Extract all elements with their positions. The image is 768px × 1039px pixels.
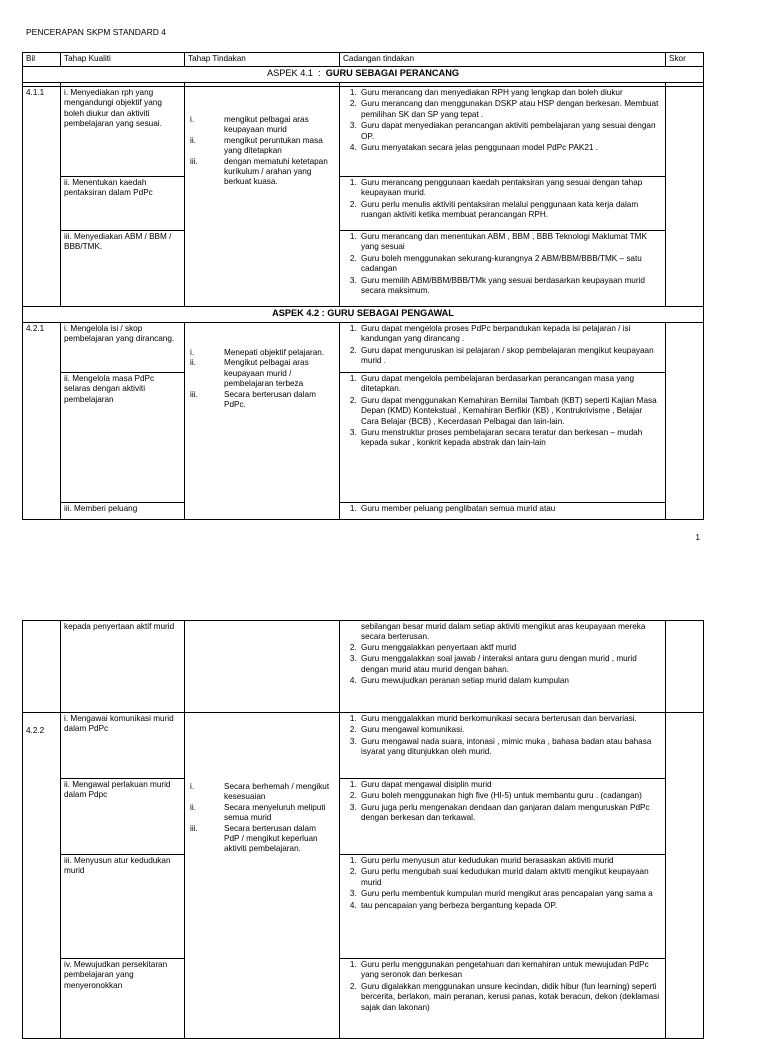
page-number: 1 [695, 533, 700, 542]
tindakan-item: i. Menepati objektif pelajaran. [190, 348, 325, 357]
tindakan-cell [185, 87, 340, 307]
table-row [23, 959, 704, 1039]
table-row [23, 177, 704, 231]
list-item: 3. Guru dapat menyediakan perancangan aktiviti pembelajaran yang sesuai dengan OP. [359, 121, 662, 142]
list-item: 1. Guru dapat mengawal disiplin murid [359, 780, 662, 790]
list-item: 4. Guru menyatakan secara jelas penggunaan model PdPc PAK21 . [359, 143, 662, 153]
cadangan-list [343, 780, 662, 824]
cadangan-cell [340, 503, 666, 520]
aspect-prefix: ASPEK 4.1 : [267, 68, 326, 78]
document-title: PENCERAPAN SKPM STANDARD 4 [26, 27, 166, 37]
table-row [23, 779, 704, 855]
kualiti-cell: iv. Mewujudkan persekitaran pembelajaran yang menyeronokkan [61, 959, 185, 1039]
table-row [23, 231, 704, 307]
tindakan-cell [185, 323, 340, 520]
kualiti-cell: ii. Menentukan kaedah pentaksiran dalam PdPc [61, 177, 185, 231]
kualiti-cell: iii. Menyediakan ABM / BBM / BBB/TMK. [61, 231, 185, 307]
list-item: 2. Guru mengawal komunikasi. [359, 725, 662, 735]
tindakan-item: ii. Secara menyeluruh meliputi semua murid [190, 802, 326, 823]
kualiti-cell: i. Menyediakan rph yang mengandungi objektif yang boleh diukur dan aktiviti pembelajaran yang sesuai. [61, 87, 185, 177]
aspect-row [23, 307, 704, 323]
tindakan-item: iii. Secara berterusan dalam PdP / mengikut keperluan aktiviti pembelajaran. [190, 823, 318, 854]
skor-cell[interactable] [666, 713, 704, 1039]
bil-cell: 4.2.1 [23, 323, 61, 520]
header-tahap-tindakan: Tahap Tindakan [185, 53, 340, 67]
cadangan-list [343, 643, 662, 687]
tindakan-cell [185, 713, 340, 1039]
skor-cell[interactable] [666, 621, 704, 713]
list-item: 3. Guru menstruktur proses pembelajaran secara teratur dan berkesan – mudah kepada sukar , konkrit kepada abstrak dan lain-lain [359, 428, 662, 449]
header-tahap-kualiti: Tahap Kualiti [61, 53, 185, 67]
header-skor: Skor [666, 53, 704, 67]
kualiti-cell: iii. Menyusun atur kedudukan murid [61, 855, 185, 959]
list-item: 1. Guru merancang dan menyediakan RPH yang lengkap dan boleh diukur [359, 88, 662, 98]
tindakan-item: ii. mengikut peruntukan masa yang ditetapkan [190, 135, 323, 156]
table-row [23, 621, 704, 713]
bil-label: 4.2.2 [26, 726, 45, 735]
list-item: 1. Guru dapat mengelola pembelajaran berdasarkan perancangan masa yang ditetapkan. [359, 374, 662, 395]
list-item: 2. Guru boleh menggunakan sekurang-kurangnya 2 ABM/BBM/BBB/TMK – satu cadangan [359, 254, 662, 275]
table-row [23, 323, 704, 373]
list-item: 2. Guru dapat menguruskan isi pelajaran / skop pembelajaran mengikut keupayaan murid . [359, 346, 662, 367]
list-item: 3. Guru menggalakkan soal jawab / interaksi antara guru dengan murid , murid dengan murid atau murid dengan bahan. [359, 654, 662, 675]
cadangan-cell [340, 855, 666, 959]
kualiti-cell: i. Mengawai komunikasi murid dalam PdPc [61, 713, 185, 779]
tindakan-item: i. mengikut pelbagai aras keupayaan murid [190, 115, 309, 135]
cadangan-list [343, 504, 662, 514]
list-item: 1. Guru menggalakkan murid berkomunikasi secara berterusan dan bervariasi. [359, 714, 662, 724]
cadangan-cell [340, 779, 666, 855]
list-item: 2. Guru menggalakkan penyertaan aktf murid [359, 643, 662, 653]
kualiti-cell: kepada penyertaan aktif murid [61, 621, 185, 713]
bil-cell [23, 621, 61, 713]
table-row [23, 373, 704, 503]
list-item: 2. Guru digalakkan menggunakan unsure kecindan, didik hibur (fun learning) seperti bercerita, berlakon, main peranan, kerusi panas, kotak beracun, dekon (deklamasi sajak dan lakonan) [359, 982, 662, 1013]
list-item: 1. Guru merancang penggunaan kaedah pentaksiran yang sesuai dengan tahap keupayaan murid. [359, 178, 662, 199]
page-gap [0, 548, 768, 610]
skor-cell[interactable] [666, 87, 704, 307]
kualiti-cell: iii. Memberi peluang [61, 503, 185, 520]
cadangan-cell [340, 373, 666, 503]
cadangan-list [343, 960, 662, 1013]
bil-cell: 4.1.1 [23, 87, 61, 307]
list-item: 3. Guru juga perlu mengenakan dendaan dan ganjaran dalam menguruskan PdPc dengan berkesan dan terkawal. [359, 803, 662, 824]
list-item: 2. Guru merancang dan menggunakan DSKP atau HSP dengan berkesan. Membuat pemilihan SK dan SP yang tepat . [359, 99, 662, 120]
list-item: 4. tau pencapaian yang berbeza bergantung kepada OP. [359, 901, 662, 911]
list-item: 3. Guru memilih ABM/BBM/BBB/TMk yang sesuai berdasarkan keupayaan murid secara maksimum. [359, 276, 662, 297]
list-item: 1. Guru merancang dan menentukan ABM , BBM , BBB Teknologi Maklumat TMK yang sesuai [359, 232, 662, 253]
list-item: 2. Guru perlu menulis aktiviti pentaksiran melalui penggunaan kata kerja dalam ruangan aktiviti ketika membuat perancangan RPH. [359, 200, 662, 221]
tindakan-item: iii. dengan mematuhi ketetapan kurikulum / arahan yang berkuat kuasa. [190, 156, 328, 187]
aspect-title: ASPEK 4.2 : GURU SEBAGAI PENGAWAL [272, 308, 454, 318]
cadangan-list [343, 856, 662, 911]
cadangan-list [343, 714, 662, 758]
table-row [23, 87, 704, 177]
list-item: 2. Guru perlu mengubah suai kedudukan murid dalam aktviti mengikut keupayaan murid [359, 867, 662, 888]
cadangan-cell [340, 713, 666, 779]
skpm-table-page-1 [22, 52, 704, 520]
tindakan-item: i. Secara berhemah / mengikut kesesuaian [190, 782, 330, 802]
cadangan-cell [340, 177, 666, 231]
list-item: 2. Guru dapat menggunakan Kemahiran Bernilai Tambah (KBT) seperti Kajian Masa Depan (KMD) Kontekstual , Kemahiran Berfikir (KB) , Kontrukrivisme , Belajar Cara Belajar (BCB) , Kecerdasan Pelbagai dan lain-lain. [359, 396, 662, 427]
cadangan-list [343, 324, 662, 367]
cadangan-cell [340, 621, 666, 713]
list-item: 1. Guru member peluang penglibatan semua murid atau [359, 504, 662, 514]
skor-cell[interactable] [666, 323, 704, 520]
kualiti-cell: i. Mengelola isi / skop pembelajaran yang dirancang. [61, 323, 185, 373]
cadangan-cell [340, 87, 666, 177]
table-header-row [23, 53, 704, 67]
list-item: 1. Guru perlu menggunakan pengetahuan dan kemahiran untuk mewujudan PdPc yang seronok dan berkesan [359, 960, 662, 981]
aspect-4-1-heading [23, 67, 704, 83]
aspect-title: GURU SEBAGAI PERANCANG [325, 68, 459, 78]
table-row [23, 855, 704, 959]
list-item: 4. Guru mewujudkan peranan setiap murid dalam kumpulan [359, 676, 662, 686]
kualiti-cell: ii. Mengelola masa PdPc selaras dengan aktiviti pembelajaran [61, 373, 185, 503]
header-cadangan: Cadangan tindakan [340, 53, 666, 67]
list-item: 3. Guru perlu membentuk kumpulan murid mengikut aras pencapaian yang sama a [359, 889, 662, 899]
list-item: 2. Guru boleh menggunakan high five (HI-5) untuk membantu guru . (cadangan) [359, 791, 662, 801]
aspect-row [23, 67, 704, 83]
list-item: 1. Guru perlu menyusun atur kedudukan murid berasaskan aktiviti murid [359, 856, 662, 866]
cadangan-cell [340, 959, 666, 1039]
skpm-table-page-2 [22, 620, 704, 1039]
header-bil: Bil [23, 53, 61, 67]
tindakan-item: ii. Mengikut pelbagai aras keupayaan murid / pembelajaran terbeza [190, 358, 309, 389]
table-row [23, 713, 704, 779]
aspect-4-2-heading [23, 307, 704, 323]
list-item: 3. Guru mengawal nada suara, intonasi , mimic muka , bahasa badan atau bahasa isyarat yang ditunjukkan oleh murid. [359, 737, 662, 758]
bil-cell [23, 713, 61, 1039]
cadangan-list [343, 232, 662, 296]
kualiti-cell: ii. Mengawal perlakuan murid dalam Pdpc [61, 779, 185, 855]
cadangan-list [343, 374, 662, 449]
cadangan-cell [340, 231, 666, 307]
list-item-continuation: sebilangan besar murid dalam setiap aktiviti mengikut aras keupayaan mereka secara berterusan. [361, 622, 646, 642]
tindakan-item: iii. Secara berterusan dalam PdPc. [190, 389, 316, 410]
cadangan-list [343, 178, 662, 221]
list-item: 1. Guru dapat mengelola proses PdPc berpandukan kepada isi pelajaran / isi kandungan yang dirancang . [359, 324, 662, 345]
cadangan-list [343, 88, 662, 153]
tindakan-cell [185, 621, 340, 713]
cadangan-cell [340, 323, 666, 373]
table-row [23, 503, 704, 520]
